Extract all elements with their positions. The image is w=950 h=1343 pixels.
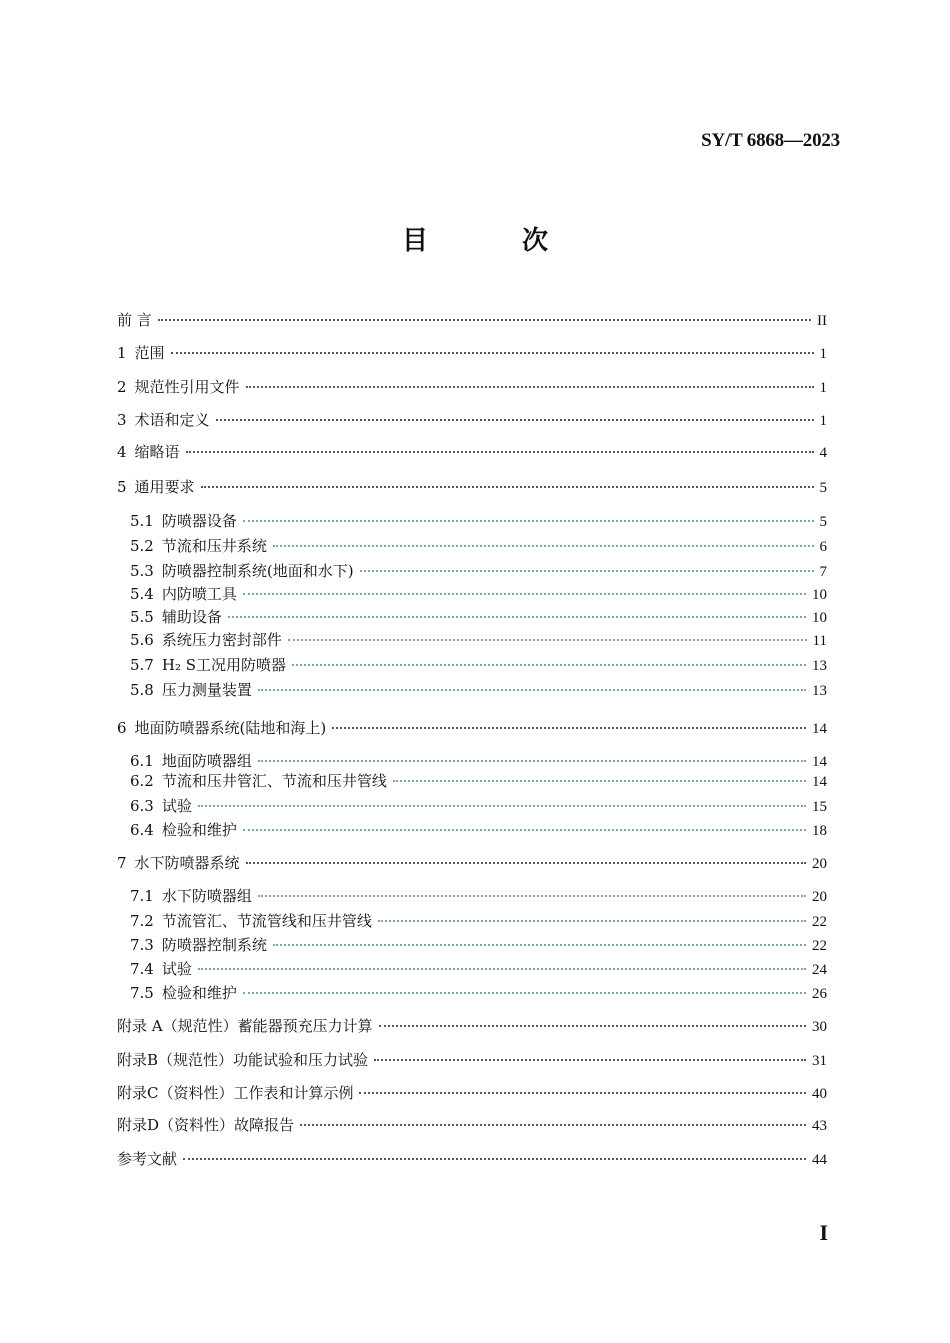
toc-entry-number: 3 — [117, 411, 127, 429]
toc-entry-label: 检验和维护 — [161, 821, 237, 839]
toc-dot-leader — [183, 1158, 806, 1160]
toc-entry-label: 参考文献 — [117, 1150, 178, 1168]
toc-entry-page: 4 — [819, 445, 827, 461]
toc-entry[interactable] — [130, 560, 827, 582]
toc-entry[interactable] — [117, 441, 827, 463]
toc-entry[interactable] — [130, 535, 827, 557]
toc-entry-label: 节流和压井系统 — [161, 537, 267, 555]
toc-dot-leader — [332, 727, 806, 729]
toc-entry-label: 缩略语 — [134, 443, 180, 461]
toc-entry-number: 1 — [117, 344, 127, 362]
toc-dot-leader — [201, 486, 814, 488]
toc-dot-leader — [246, 386, 814, 388]
toc-entry-label: 防喷器控制系统 — [161, 936, 267, 954]
toc-entry-page: 44 — [812, 1152, 827, 1168]
toc-entry-page: 5 — [819, 480, 827, 496]
toc-entry-number: 6.4 — [130, 821, 154, 839]
toc-entry-number: 7.1 — [130, 887, 154, 905]
toc-entry-label: 节流管汇、节流管线和压井管线 — [161, 912, 372, 930]
toc-entry-label: 附录B（规范性）功能试验和压力试验 — [117, 1051, 369, 1069]
toc-dot-leader — [258, 689, 806, 691]
toc-entry-page: 6 — [819, 539, 827, 555]
toc-dot-leader — [374, 1059, 806, 1061]
toc-entry-page: II — [817, 313, 827, 329]
toc-entry-label: 地面防喷器系统(陆地和海上) — [134, 719, 327, 737]
toc-dot-leader — [359, 1092, 806, 1094]
toc-entry-page: 14 — [812, 754, 827, 770]
toc-entry-page: 1 — [819, 413, 827, 429]
toc-entry[interactable] — [130, 654, 827, 676]
toc-entry-number: 6.2 — [130, 772, 154, 790]
toc-entry-label: 附录 A（规范性）蓄能器预充压力计算 — [117, 1017, 373, 1035]
toc-entry[interactable] — [117, 309, 827, 331]
toc-entry-label: 内防喷工具 — [161, 585, 237, 603]
toc-dot-leader — [198, 968, 806, 970]
toc-entry[interactable] — [117, 476, 827, 498]
toc-entry-page: 7 — [819, 564, 827, 580]
toc-entry-page: 30 — [812, 1019, 827, 1035]
toc-entry-label: 防喷器控制系统(地面和水下) — [161, 562, 354, 580]
toc-dot-leader — [292, 664, 806, 666]
toc-entry[interactable] — [130, 510, 827, 532]
toc-entry-label: H₂ S工况用防喷器 — [161, 656, 286, 674]
toc-entry-number: 5.1 — [130, 512, 154, 530]
toc-entry-label: 检验和维护 — [161, 984, 237, 1002]
toc-entry-number: 5 — [117, 478, 127, 496]
toc-entry-page: 10 — [812, 587, 827, 603]
toc-entry-label: 防喷器设备 — [161, 512, 237, 530]
toc-dot-leader — [258, 895, 806, 897]
toc-entry[interactable] — [130, 629, 827, 651]
page-number: I — [819, 1220, 828, 1245]
toc-dot-leader — [360, 570, 814, 572]
toc-dot-leader — [171, 352, 814, 354]
toc-entry-label: 附录C（资料性）工作表和计算示例 — [117, 1084, 354, 1102]
toc-dot-leader — [216, 419, 814, 421]
toc-entry-label: 水下防喷器组 — [161, 887, 252, 905]
toc-entry-label: 水下防喷器系统 — [134, 854, 240, 872]
toc-entry-label: 地面防喷器组 — [161, 752, 252, 770]
toc-dot-leader — [243, 992, 806, 994]
toc-entry-page: 20 — [812, 856, 827, 872]
toc-entry-number: 5.5 — [130, 608, 154, 626]
toc-entry-label: 范围 — [134, 344, 165, 362]
toc-entry-number: 7.5 — [130, 984, 154, 1002]
toc-entry-label: 系统压力密封部件 — [161, 631, 282, 649]
toc-entry-label: 术语和定义 — [134, 411, 210, 429]
toc-entry-number: 7.4 — [130, 960, 154, 978]
toc-entry[interactable] — [130, 910, 827, 932]
toc-dot-leader — [243, 520, 814, 522]
toc-entry-page: 18 — [812, 823, 827, 839]
toc-entry-number: 7.3 — [130, 936, 154, 954]
toc-entry[interactable] — [117, 1082, 827, 1104]
toc-entry-page: 10 — [812, 610, 827, 626]
toc-entry[interactable] — [130, 934, 827, 956]
toc-entry-page: 22 — [812, 914, 827, 930]
toc-entry-number: 2 — [117, 378, 127, 396]
toc-entry[interactable] — [117, 852, 827, 874]
toc-entry[interactable] — [130, 982, 827, 1004]
toc-entry-number: 4 — [117, 443, 127, 461]
toc-dot-leader — [273, 944, 806, 946]
toc-entry[interactable] — [117, 1049, 827, 1071]
toc-entry-page: 11 — [812, 633, 827, 649]
toc-entry-number: 5.3 — [130, 562, 154, 580]
toc-dot-leader — [258, 760, 806, 762]
toc-entry[interactable] — [130, 958, 827, 980]
toc-entry-number: 5.2 — [130, 537, 154, 555]
toc-entry-number: 6 — [117, 719, 127, 737]
toc-entry-label: 辅助设备 — [161, 608, 222, 626]
toc-entry[interactable] — [117, 1148, 827, 1170]
toc-dot-leader — [273, 545, 814, 547]
toc-entry-page: 14 — [812, 774, 827, 790]
toc-entry-page: 20 — [812, 889, 827, 905]
toc-dot-leader — [288, 639, 807, 641]
toc-dot-leader — [243, 829, 806, 831]
toc-entry-label: 规范性引用文件 — [134, 378, 240, 396]
toc-entry[interactable] — [130, 606, 827, 628]
toc-entry-page: 40 — [812, 1086, 827, 1102]
toc-dot-leader — [379, 1025, 806, 1027]
toc-entry[interactable] — [117, 376, 827, 398]
toc-entry-page: 22 — [812, 938, 827, 954]
toc-entry-page: 43 — [812, 1118, 827, 1134]
toc-dot-leader — [243, 593, 806, 595]
toc-entry-number: 5.8 — [130, 681, 154, 699]
toc-dot-leader — [246, 862, 806, 864]
toc-dot-leader — [158, 319, 811, 321]
toc-entry[interactable] — [130, 819, 827, 841]
toc-entry-label: 试验 — [161, 960, 192, 978]
toc-entry-page: 15 — [812, 799, 827, 815]
toc-dot-leader — [300, 1124, 806, 1126]
toc-entry-page: 13 — [812, 658, 827, 674]
toc-entry-label: 通用要求 — [134, 478, 195, 496]
toc-entry-number: 5.7 — [130, 656, 154, 674]
toc-entry-number: 7 — [117, 854, 127, 872]
toc-dot-leader — [393, 780, 806, 782]
toc-entry-page: 13 — [812, 683, 827, 699]
toc-dot-leader — [228, 616, 806, 618]
toc-entry[interactable] — [117, 1114, 827, 1136]
standard-code: SY/T 6868—2023 — [701, 130, 840, 151]
toc-entry-page: 14 — [812, 721, 827, 737]
toc-entry-number: 6.3 — [130, 797, 154, 815]
toc-entry[interactable] — [117, 409, 827, 431]
toc-entry-page: 24 — [812, 962, 827, 978]
toc-dot-leader — [186, 451, 814, 453]
toc-entry-page: 5 — [819, 514, 827, 530]
toc-entry[interactable] — [130, 750, 827, 772]
toc-dot-leader — [198, 805, 806, 807]
toc-entry-number: 6.1 — [130, 752, 154, 770]
toc-entry[interactable] — [130, 885, 827, 907]
toc-entry-page: 26 — [812, 986, 827, 1002]
toc-entry[interactable] — [117, 717, 827, 739]
toc-entry[interactable] — [117, 342, 827, 364]
toc-entry-page: 1 — [819, 346, 827, 362]
toc-entry-page: 1 — [819, 380, 827, 396]
toc-entry[interactable] — [117, 1015, 827, 1037]
toc-entry-label: 节流和压井管汇、节流和压井管线 — [161, 772, 387, 790]
toc-entry-label: 附录D（资料性）故障报告 — [117, 1116, 295, 1134]
toc-entry[interactable] — [130, 583, 827, 605]
page-title: 目 次 — [401, 226, 582, 256]
toc-entry[interactable] — [130, 679, 827, 701]
toc-entry-number: 5.6 — [130, 631, 154, 649]
toc-dot-leader — [378, 920, 806, 922]
toc-entry[interactable] — [130, 795, 827, 817]
toc-entry-page: 31 — [812, 1053, 827, 1069]
toc-entry-number: 5.4 — [130, 585, 154, 603]
toc-entry-label: 压力测量装置 — [161, 681, 252, 699]
toc-entry-label: 试验 — [161, 797, 192, 815]
toc-entry-label: 前 言 — [117, 311, 152, 329]
toc-entry-number: 7.2 — [130, 912, 154, 930]
toc-entry[interactable] — [130, 770, 827, 792]
